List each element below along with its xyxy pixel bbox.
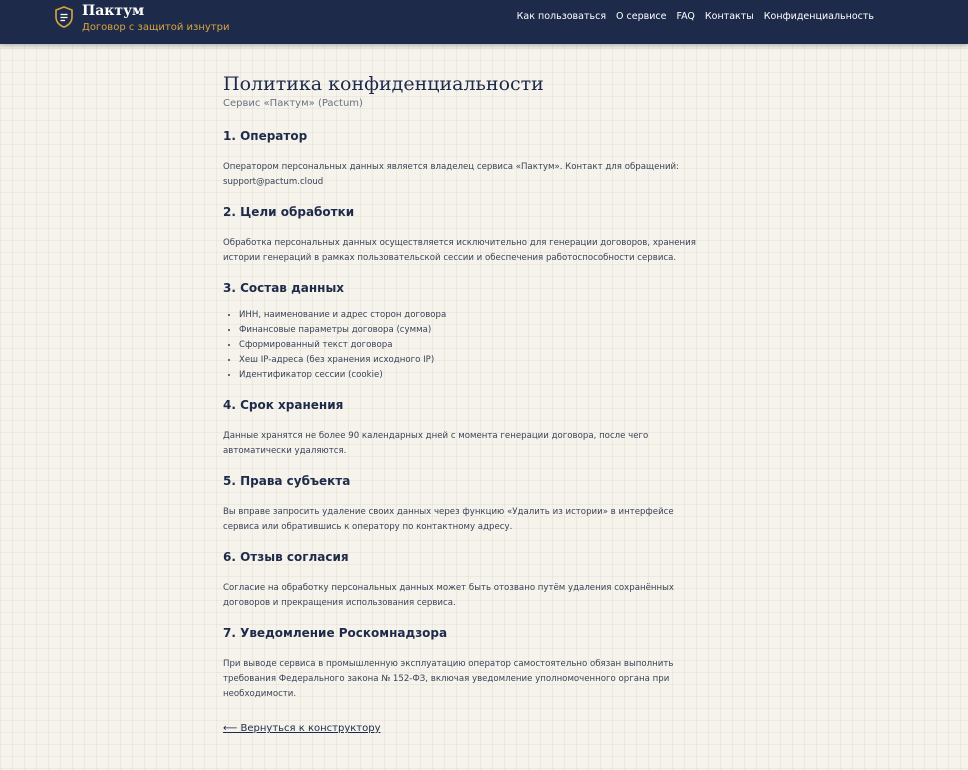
- nav-link-contacts[interactable]: Контакты: [704, 11, 754, 22]
- section-roskomnadzor-notice: [223, 625, 703, 702]
- section-text: Согласие на обработку персональных данных может быть отозвано путём удаления сохранённых договоров и прекращения использования сервиса.: [223, 583, 675, 608]
- nav-link-how-to-use[interactable]: Как пользоваться: [516, 11, 607, 22]
- section-text: Оператором персональных данных является владелец сервиса «Пактум». Контакт для обращений: support@pactum.cloud: [223, 162, 680, 187]
- list-item: • Хеш IP-адреса (без хранения исходного IP): [239, 353, 703, 368]
- section-heading: 2. Цели обработки: [223, 205, 355, 219]
- brand-tagline: Договор с защитой изнутри: [82, 22, 230, 33]
- list-item: • Сформированный текст договора: [239, 338, 703, 353]
- section-heading: 6. Отзыв согласия: [223, 550, 349, 564]
- back-to-builder-link[interactable]: ⟵ Вернуться к конструктору: [223, 723, 381, 734]
- top-navigation-bar: [0, 0, 968, 44]
- section-subject-rights: [223, 473, 703, 535]
- shield-document-icon: [54, 6, 74, 28]
- page-title: Политика конфиденциальности: [223, 73, 544, 95]
- main-nav: [507, 10, 874, 24]
- section-purposes: [223, 204, 703, 266]
- section-heading: 3. Состав данных: [223, 281, 345, 295]
- section-retention: [223, 397, 703, 459]
- brand[interactable]: [54, 3, 229, 35]
- section-text: Обработка персональных данных осуществляется исключительно для генерации договоров, хранения истории генераций в рамках пользовательской сессии и обеспечения работоспособности сервиса.: [223, 238, 696, 263]
- section-data-composition: [223, 280, 703, 383]
- page-subtitle: Сервис «Пактум» (Pactum): [223, 98, 363, 109]
- data-list: [223, 308, 703, 383]
- section-text: При выводе сервиса в промышленную эксплуатацию оператор самостоятельно обязан выполнить требования Федерального закона № 152-ФЗ, включая уведомление уполномоченного органа при необходимости.: [223, 659, 674, 699]
- list-item: • ИНН, наименование и адрес сторон договора: [239, 308, 703, 323]
- section-consent-withdrawal: [223, 549, 703, 611]
- section-heading: 5. Права субъекта: [223, 474, 351, 488]
- section-heading: 4. Срок хранения: [223, 398, 344, 412]
- nav-link-faq[interactable]: FAQ: [676, 11, 695, 22]
- section-heading: 1. Оператор: [223, 129, 308, 143]
- section-operator: [223, 128, 703, 190]
- section-text: Данные хранятся не более 90 календарных дней с момента генерации договора, после чего автоматически удаляются.: [223, 431, 649, 456]
- list-item: • Финансовые параметры договора (сумма): [239, 323, 703, 338]
- privacy-policy-content: [223, 70, 703, 736]
- nav-link-about[interactable]: О сервисе: [616, 11, 667, 22]
- section-text: Вы вправе запросить удаление своих данных через функцию «Удалить из истории» в интерфейсе сервиса или обратившись к оператору по контактному адресу.: [223, 507, 674, 532]
- nav-link-privacy[interactable]: Конфиденциальность: [763, 11, 874, 22]
- list-item: • Идентификатор сессии (cookie): [239, 368, 703, 383]
- section-heading: 7. Уведомление Роскомнадзора: [223, 626, 448, 640]
- brand-name: Пактум: [82, 3, 145, 19]
